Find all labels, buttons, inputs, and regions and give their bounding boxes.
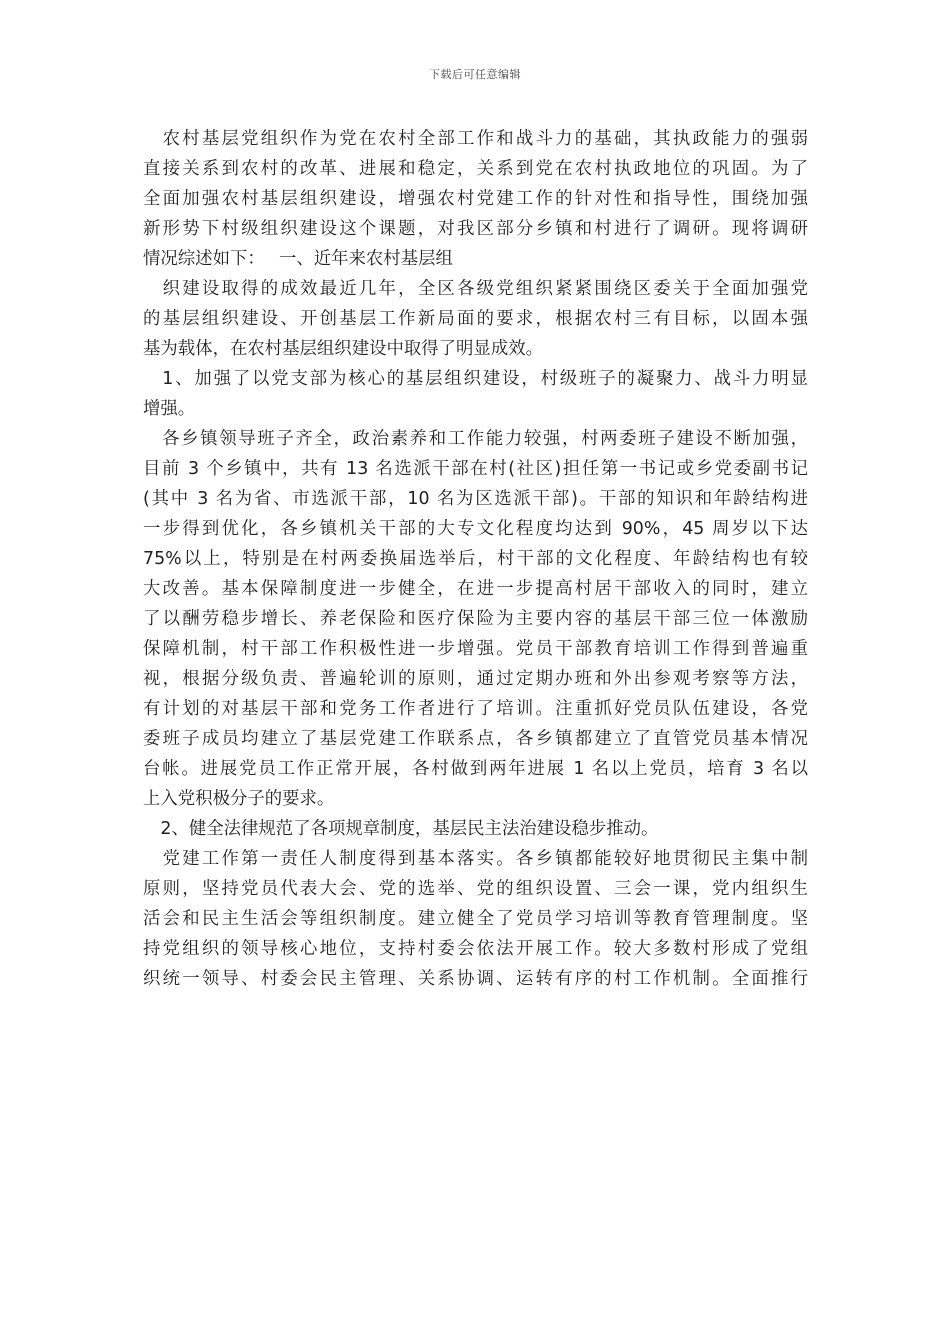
text-line: 全面加强农村基层组织建设，增强农村党建工作的针对性和指导性，围绕加强: [143, 189, 808, 209]
text-line: 各乡镇领导班子齐全，政治素养和工作能力较强，村两委班子建设不断加强，: [143, 429, 808, 449]
text-line: 的基层组织建设、开创基层工作新局面的要求，根据农村三有目标，以固本强: [143, 309, 808, 329]
text-line: 了以酬劳稳步增长、养老保险和医疗保险为主要内容的基层干部三位一体激励: [143, 609, 808, 629]
text-line: 大改善。基本保障制度进一步健全，在进一步提高村居干部收入的同时，建立: [143, 579, 808, 599]
text-line: 直接关系到农村的改革、进展和稳定，关系到党在农村执政地位的巩固。为了: [143, 159, 808, 179]
text-line: 新形势下村级组织建设这个课题，对我区部分乡镇和村进行了调研。现将调研: [143, 219, 808, 239]
paragraph: [143, 364, 808, 424]
text-line: 活会和民主生活会等组织制度。建立健全了党员学习培训等教育管理制度。坚: [143, 909, 808, 929]
text-line: 75%以上，特别是在村两委换届选举后，村干部的文化程度、年龄结构也有较: [143, 549, 808, 569]
text-line: 党建工作第一责任人制度得到基本落实。各乡镇都能较好地贯彻民主集中制: [143, 849, 808, 869]
paragraph: [143, 274, 808, 364]
text-line: 织统一领导、村委会民主管理、关系协调、运转有序的村工作机制。全面推行: [143, 969, 808, 989]
text-line: 委班子成员均建立了基层党建工作联系点，各乡镇都建立了直管党员基本情况: [143, 729, 808, 749]
text-line: 有计划的对基层干部和党务工作者进行了培训。注重抓好党员队伍建设，各党: [143, 699, 808, 719]
text-line: 台帐。进展党员工作正常开展，各村做到两年进展 1 名以上党员，培育 3 名以: [143, 759, 808, 779]
text-line: 增强。: [143, 399, 196, 419]
text-line: 保障机制，村干部工作积极性进一步增强。党员干部教育培训工作得到普遍重: [143, 639, 808, 659]
text-line: 视，根据分级负责、普遍轮训的原则，通过定期办班和外出参观考察等方法，: [143, 669, 808, 689]
text-line: 2、健全法律规范了各项规章制度，基层民主法治建设稳步推动。: [143, 819, 659, 839]
text-line: 一步得到优化，各乡镇机关干部的大专文化程度均达到 90%，45 周岁以下达: [143, 519, 808, 539]
text-line: 持党组织的领导核心地位，支持村委会依法开展工作。较大多数村形成了党组: [143, 939, 808, 959]
page-header: 下载后可任意编辑: [429, 68, 521, 81]
paragraph: [143, 814, 808, 844]
text-line: 农村基层党组织作为党在农村全部工作和战斗力的基础，其执政能力的强弱: [143, 129, 808, 149]
text-line: 目前 3 个乡镇中，共有 13 名选派干部在村(社区)担任第一书记或乡党委副书记: [143, 459, 808, 479]
text-line: 原则，坚持党员代表大会、党的选举、党的组织设置、三会一课，党内组织生: [143, 879, 808, 899]
text-line: 上入党积极分子的要求。: [143, 789, 335, 809]
text-line: 情况综述如下： 一、近年来农村基层组: [143, 249, 453, 269]
paragraph: [143, 124, 808, 274]
text-line: 基为载体，在农村基层组织建设中取得了明显成效。: [143, 339, 543, 359]
paragraph: [143, 424, 808, 814]
text-line: 1、加强了以党支部为核心的基层组织建设，村级班子的凝聚力、战斗力明显: [143, 369, 808, 389]
text-line: 织建设取得的成效最近几年，全区各级党组织紧紧围绕区委关于全面加强党: [143, 279, 808, 299]
paragraph: [143, 844, 808, 994]
document-body: [143, 124, 808, 994]
text-line: (其中 3 名为省、市选派干部，10 名为区选派干部)。干部的知识和年龄结构进: [143, 489, 808, 509]
